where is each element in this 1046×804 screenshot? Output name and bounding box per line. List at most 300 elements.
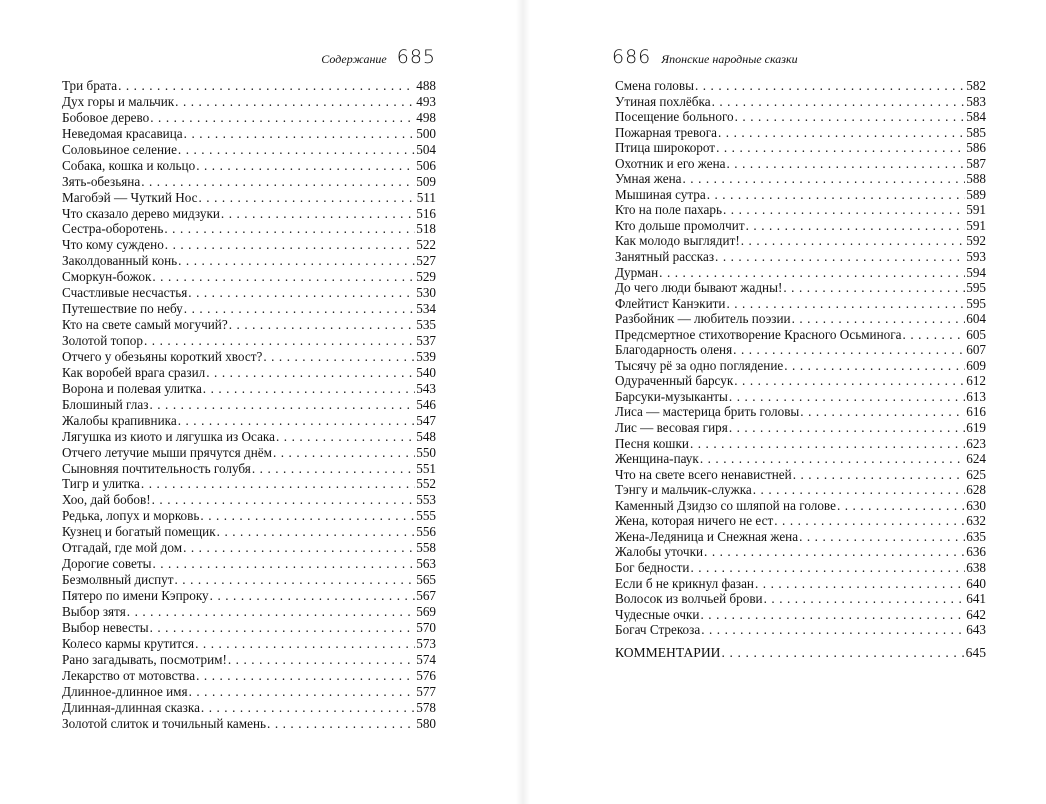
toc-entry — [62, 206, 436, 222]
toc-entry-title: Сморкун-божок — [62, 269, 152, 285]
toc-entry-page: 587 — [966, 155, 986, 171]
toc-entry — [62, 492, 436, 508]
toc-entry — [62, 78, 436, 94]
toc-entry — [62, 636, 436, 652]
toc-entry-page: 558 — [416, 540, 436, 556]
toc-entry — [615, 513, 986, 529]
toc-entry — [62, 668, 436, 684]
toc-entry — [62, 524, 436, 540]
toc-entry — [615, 389, 986, 405]
toc-entry — [615, 125, 986, 141]
toc-entry-page: 522 — [416, 237, 436, 253]
left-page-header — [321, 46, 436, 68]
toc-entry-page: 607 — [966, 342, 986, 358]
dot-leader — [144, 333, 415, 349]
toc-entry-title: Разбойник — любитель поэзии — [615, 311, 791, 327]
toc-entry — [615, 249, 986, 265]
toc-entry — [615, 482, 986, 498]
toc-entry-title: Выбор зятя — [62, 603, 126, 619]
toc-entry-title: Ворона и полевая улитка — [62, 380, 202, 396]
toc-entry-page: 551 — [416, 460, 436, 476]
toc-entry-page: 555 — [416, 508, 436, 524]
dot-leader — [659, 265, 965, 281]
toc-entry-title: Кто на свете самый могучий? — [62, 317, 228, 333]
dot-leader — [733, 342, 965, 358]
toc-entry-title: Занятный рассказ — [615, 249, 715, 265]
page-number: 686 — [612, 46, 652, 68]
toc-entry-page: 613 — [966, 388, 986, 404]
toc-entry-title: Кто дольше промолчит — [615, 217, 745, 233]
toc-entry — [615, 576, 986, 592]
dot-leader — [196, 668, 415, 684]
toc-list-right — [615, 78, 986, 660]
toc-entry-page: 638 — [966, 559, 986, 575]
toc-entry-title: Собака, кошка и кольцо — [62, 157, 196, 173]
toc-entry-title: Лиса — мастерица брить головы — [615, 404, 800, 420]
dot-leader — [178, 142, 415, 158]
toc-entry-page: 604 — [966, 311, 986, 327]
dot-leader — [715, 249, 965, 265]
toc-entry — [615, 265, 986, 281]
right-page-header — [612, 46, 798, 68]
toc-entry-page: 535 — [416, 317, 436, 333]
toc-entry — [615, 560, 986, 576]
toc-entry-title: Золотой топор — [62, 333, 143, 348]
toc-entry-title: Отчего летучие мыши прячутся днём — [62, 444, 272, 460]
dot-leader — [726, 296, 965, 312]
toc-entry-title: Счастливые несчастья — [62, 285, 188, 301]
toc-entry — [62, 700, 436, 716]
toc-entry — [615, 342, 986, 358]
toc-entry-title: Отчего у обезьяны короткий хвост? — [62, 348, 263, 364]
toc-entry-title: Лис — весовая гиря — [615, 420, 728, 436]
toc-entry-page: 580 — [416, 715, 436, 731]
toc-entry — [615, 109, 986, 125]
toc-entry — [62, 461, 436, 477]
toc-entry-page: 609 — [966, 357, 986, 373]
toc-entry-title: Соловьиное селение — [62, 141, 177, 157]
toc-entry-page: 534 — [416, 301, 436, 317]
toc-entry-title: Что сказало дерево мидзуки — [62, 205, 220, 221]
toc-entry — [615, 233, 986, 249]
toc-entry — [615, 404, 986, 420]
toc-entry-title: Дух горы и мальчик — [62, 93, 175, 109]
toc-entry-title: Жалобы крапивника — [62, 412, 177, 428]
dot-leader — [774, 513, 965, 529]
toc-entry-page: 589 — [966, 186, 986, 202]
dot-leader — [755, 576, 965, 592]
toc-entry-page: 569 — [416, 603, 436, 619]
toc-entry — [615, 218, 986, 234]
dot-leader — [183, 540, 415, 556]
toc-entry-page: 540 — [416, 364, 436, 380]
toc-entry-title: Лягушка из киото и лягушка из Осака — [62, 428, 275, 444]
toc-entry-title: Мышиная сутра — [615, 186, 706, 202]
dot-leader — [178, 413, 416, 429]
toc-entry-page: 516 — [416, 205, 436, 221]
toc-entry — [62, 349, 436, 365]
toc-entry — [62, 142, 436, 158]
dot-leader — [164, 221, 415, 237]
dot-leader — [273, 445, 415, 461]
dot-leader — [683, 171, 966, 187]
toc-entry-title: Что кому суждено — [62, 237, 164, 253]
dot-leader — [221, 206, 415, 222]
toc-entry — [615, 467, 986, 483]
toc-entry-page: 592 — [966, 233, 986, 249]
toc-entry-page: 578 — [416, 699, 436, 715]
dot-leader — [217, 524, 416, 540]
toc-entry — [615, 436, 986, 452]
toc-entry-page: 550 — [416, 444, 436, 460]
toc-entry — [62, 684, 436, 700]
toc-entry-page: 537 — [416, 333, 436, 348]
dot-leader — [141, 476, 415, 492]
dot-leader — [792, 311, 966, 327]
toc-entry-title: Тэнгу и мальчик-служка — [615, 482, 752, 498]
toc-entry — [615, 311, 986, 327]
toc-entry-title: Сыновняя почтительность голубя — [62, 460, 251, 476]
toc-entry-title: Посещение больного — [615, 109, 734, 125]
toc-entry — [615, 622, 986, 638]
toc-entry-title: Лекарство от мотовства — [62, 667, 196, 683]
toc-entry-page: 643 — [966, 622, 986, 638]
toc-entry — [62, 381, 436, 397]
toc-entry-title: Птица широкорот — [615, 140, 716, 156]
dot-leader — [152, 556, 415, 572]
toc-entry — [615, 529, 986, 545]
toc-entry — [615, 498, 986, 514]
dot-leader — [690, 560, 965, 576]
toc-entry — [615, 296, 986, 312]
dot-leader — [178, 253, 415, 269]
toc-entry — [62, 652, 436, 668]
toc-entry-page: 584 — [966, 109, 986, 125]
toc-entry — [62, 110, 436, 126]
dot-leader — [793, 467, 966, 483]
dot-leader — [727, 156, 966, 172]
toc-entry-title: Сестра-оборотень — [62, 221, 164, 237]
toc-entry-title: Одураченный барсук — [615, 373, 734, 389]
toc-entry-page: 640 — [966, 575, 986, 591]
toc-entry — [62, 572, 436, 588]
toc-entry-page: 498 — [416, 109, 436, 125]
running-title: Японские народные сказки — [661, 52, 798, 66]
toc-entry-page: 500 — [416, 125, 436, 141]
toc-entry — [615, 327, 986, 343]
dot-leader — [201, 700, 415, 716]
toc-entry-page: 543 — [416, 380, 436, 396]
toc-entry-page: 567 — [416, 588, 436, 603]
dot-leader — [276, 429, 415, 445]
dot-leader — [175, 572, 416, 588]
toc-entry — [62, 716, 436, 732]
dot-leader — [718, 125, 965, 141]
toc-entry-title: Песня кошки — [615, 435, 689, 451]
toc-entry — [62, 253, 436, 269]
toc-entry — [62, 556, 436, 572]
toc-entry-page: 625 — [966, 466, 986, 482]
toc-entry — [615, 187, 986, 203]
toc-entry-title: Как молодо выглядит! — [615, 233, 740, 249]
dot-leader — [799, 529, 965, 545]
toc-entry — [615, 78, 986, 94]
toc-entry-title: Жена, которая ничего не ест — [615, 513, 774, 529]
toc-entry-page: 577 — [416, 683, 436, 699]
toc-entry-title: Рано загадывать, посмотрим! — [62, 651, 227, 667]
dot-leader — [196, 158, 415, 174]
dot-leader — [199, 190, 416, 206]
toc-entry — [62, 620, 436, 636]
toc-entry-title: Охотник и его жена — [615, 155, 726, 171]
dot-leader — [735, 109, 966, 125]
toc-entry-title: Благодарность оленя — [615, 342, 733, 358]
toc-entry-page: 573 — [416, 635, 436, 651]
toc-entry-page: 509 — [416, 173, 436, 189]
dot-leader — [716, 140, 965, 156]
toc-entry — [62, 126, 436, 142]
toc-entry-title: Утиная похлёбка — [615, 93, 711, 109]
dot-leader — [734, 373, 965, 389]
toc-entry-title: КОММЕНТАРИИ — [615, 644, 721, 660]
toc-entry-title: Кузнец и богатый помещик — [62, 524, 216, 540]
toc-entry-page: 582 — [966, 78, 986, 93]
toc-entry-title: Неведомая красавица — [62, 125, 183, 141]
dot-leader — [188, 285, 415, 301]
toc-entry — [62, 158, 436, 174]
toc-entry-title: Флейтист Канэкити — [615, 295, 726, 311]
toc-entry — [62, 333, 436, 349]
toc-entry-page: 570 — [416, 619, 436, 635]
toc-entry — [62, 269, 436, 285]
toc-entry-page: 612 — [966, 373, 986, 389]
toc-entry-title: Пятеро по имени Кэпроку — [62, 588, 209, 603]
toc-entry-title: Редька, лопух и морковь — [62, 508, 200, 524]
dot-leader — [118, 78, 415, 94]
toc-entry-page: 623 — [966, 435, 986, 451]
toc-entry-title: Колесо кармы крутится — [62, 635, 195, 651]
toc-entry-page: 594 — [966, 264, 986, 280]
toc-entry-title: Зять-обезьяна — [62, 173, 141, 189]
toc-entry — [615, 94, 986, 110]
dot-leader — [229, 317, 415, 333]
toc-entry-page: 624 — [966, 451, 986, 467]
toc-entry-page: 605 — [966, 326, 986, 342]
dot-leader — [150, 110, 415, 126]
dot-leader — [729, 420, 965, 436]
toc-entry — [62, 221, 436, 237]
toc-entry-page: 636 — [966, 544, 986, 560]
toc-entry — [615, 140, 986, 156]
toc-entry — [62, 508, 436, 524]
toc-entry — [62, 604, 436, 620]
toc-entry-page: 586 — [966, 140, 986, 156]
toc-entry-title: Длинное-длинное имя — [62, 683, 188, 699]
toc-entry-page: 628 — [966, 482, 986, 498]
toc-entry — [615, 171, 986, 187]
toc-entry-title: Бобовое дерево — [62, 109, 150, 125]
toc-entry-page: 504 — [416, 141, 436, 157]
running-title: Содержание — [321, 52, 387, 66]
toc-entry-page: 563 — [416, 556, 436, 572]
dot-leader — [127, 604, 415, 620]
dot-leader — [252, 461, 415, 477]
toc-entry-title: Путешествие по небу — [62, 301, 183, 317]
toc-entry-page: 583 — [966, 93, 986, 109]
toc-entry-page: 547 — [416, 412, 436, 428]
toc-entry — [62, 413, 436, 429]
toc-entry-title: Богач Стрекоза — [615, 622, 701, 638]
toc-entry — [615, 202, 986, 218]
toc-entry — [62, 317, 436, 333]
toc-entry-title: Длинная-длинная сказка — [62, 699, 200, 715]
toc-entry-page: 574 — [416, 651, 436, 667]
toc-entry-page: 595 — [966, 280, 986, 296]
toc-entry-title: Чудесные очки — [615, 606, 700, 622]
dot-leader — [200, 508, 415, 524]
toc-entry — [62, 445, 436, 461]
toc-entry-title: Бог бедности — [615, 559, 690, 575]
toc-entry-page: 530 — [416, 285, 436, 301]
toc-entry-page: 591 — [966, 217, 986, 233]
dot-leader — [729, 389, 965, 405]
dot-leader — [165, 237, 415, 253]
dot-leader — [206, 365, 415, 381]
toc-entry-title: Хоо, дай бобов! — [62, 492, 151, 508]
toc-entry-page: 518 — [416, 221, 436, 237]
dot-leader — [764, 591, 966, 607]
dot-leader — [903, 327, 966, 343]
toc-entry-title: Дурман — [615, 264, 659, 280]
toc-entry — [62, 588, 436, 604]
toc-entry — [615, 451, 986, 467]
dot-leader — [700, 451, 965, 467]
toc-entry-page: 630 — [966, 497, 986, 513]
toc-entry-title: Барсуки-музыканты — [615, 388, 728, 404]
toc-entry-page: 493 — [416, 93, 436, 109]
dot-leader — [753, 482, 965, 498]
toc-entry — [615, 544, 986, 560]
toc-entry-title: До чего люди бывают жадны! — [615, 280, 783, 296]
toc-entry-page: 488 — [416, 78, 436, 93]
toc-entry — [615, 156, 986, 172]
toc-entry-title: Пожарная тревога — [615, 124, 717, 140]
toc-entry-page: 619 — [966, 420, 986, 436]
toc-entry-title: Золотой слиток и точильный камень — [62, 715, 267, 731]
toc-entry — [62, 237, 436, 253]
toc-entry — [62, 190, 436, 206]
toc-entry-page: 552 — [416, 476, 436, 492]
toc-entry-page: 635 — [966, 528, 986, 544]
toc-entry-title: Безмолвный диспут — [62, 572, 174, 588]
dot-leader — [784, 358, 965, 374]
dot-leader — [203, 381, 415, 397]
toc-entry-page: 591 — [966, 202, 986, 218]
toc-list-left — [62, 78, 436, 731]
dot-leader — [150, 620, 416, 636]
dot-leader — [267, 716, 415, 732]
dot-leader — [152, 269, 415, 285]
toc-entry-page: 588 — [966, 171, 986, 187]
toc-entry-page: 565 — [416, 572, 436, 588]
dot-leader — [184, 126, 416, 142]
dot-leader — [189, 684, 416, 700]
toc-entry-page: 506 — [416, 157, 436, 173]
dot-leader — [141, 174, 415, 190]
toc-entry-page: 548 — [416, 428, 436, 444]
toc-entry-page: 595 — [966, 295, 986, 311]
toc-entry-title: Умная жена — [615, 171, 682, 187]
dot-leader — [149, 397, 415, 413]
dot-leader — [263, 349, 415, 365]
toc-entry-page: 529 — [416, 269, 436, 285]
toc-entry — [62, 540, 436, 556]
toc-entry-page: 645 — [965, 644, 986, 660]
page-number: 685 — [396, 46, 436, 68]
toc-entry-title: Три брата — [62, 78, 118, 93]
dot-leader — [746, 218, 966, 234]
toc-entry-title: Кто на поле пахарь — [615, 202, 722, 218]
toc-entry — [62, 397, 436, 413]
dot-leader — [783, 280, 965, 296]
toc-entry — [62, 174, 436, 190]
toc-entry-page: 642 — [966, 606, 986, 622]
toc-entry — [62, 365, 436, 381]
toc-entry-page: 593 — [966, 249, 986, 265]
toc-entry-page: 556 — [416, 524, 436, 540]
toc-entry-title: Предсмертное стихотворение Красного Осьминога — [615, 326, 902, 342]
toc-entry-title: Тигр и улитка — [62, 476, 140, 492]
toc-entry-title: Тысячу рё за одно поглядение — [615, 357, 784, 373]
toc-entry-page: 616 — [966, 404, 986, 420]
toc-entry — [615, 358, 986, 374]
toc-entry-page: 527 — [416, 253, 436, 269]
dot-leader — [695, 78, 965, 94]
toc-entry — [62, 429, 436, 445]
book-gutter — [516, 0, 530, 804]
toc-entry-title: Смена головы — [615, 78, 694, 93]
dot-leader — [707, 187, 966, 203]
dot-leader — [701, 622, 965, 638]
dot-leader — [690, 436, 965, 452]
toc-entry — [615, 420, 986, 436]
dot-leader — [701, 607, 966, 623]
toc-entry — [62, 476, 436, 492]
toc-entry-comments — [615, 645, 986, 661]
toc-entry-title: Жена-Ледяница и Снежная жена — [615, 528, 799, 544]
toc-entry-page: 576 — [416, 667, 436, 683]
toc-entry-page: 511 — [416, 189, 436, 205]
toc-entry-title: Выбор невесты — [62, 619, 149, 635]
dot-leader — [741, 233, 965, 249]
toc-entry-title: Каменный Дзидзо со шляпой на голове — [615, 497, 836, 513]
toc-entry-page: 632 — [966, 513, 986, 529]
dot-leader — [723, 202, 965, 218]
toc-entry-title: Женщина-паук — [615, 451, 699, 467]
toc-entry-title: Что на свете всего ненавистней — [615, 466, 792, 482]
toc-entry — [62, 301, 436, 317]
dot-leader — [800, 404, 965, 420]
toc-entry — [615, 280, 986, 296]
toc-entry — [615, 373, 986, 389]
toc-entry-page: 546 — [416, 396, 436, 412]
toc-entry-page: 585 — [966, 124, 986, 140]
toc-entry-title: Магобэй — Чуткий Нос — [62, 189, 198, 205]
toc-entry-title: Если б не крикнул фазан — [615, 575, 754, 591]
toc-entry-title: Блошиный глаз — [62, 396, 149, 412]
dot-leader — [837, 498, 965, 514]
toc-entry — [62, 285, 436, 301]
